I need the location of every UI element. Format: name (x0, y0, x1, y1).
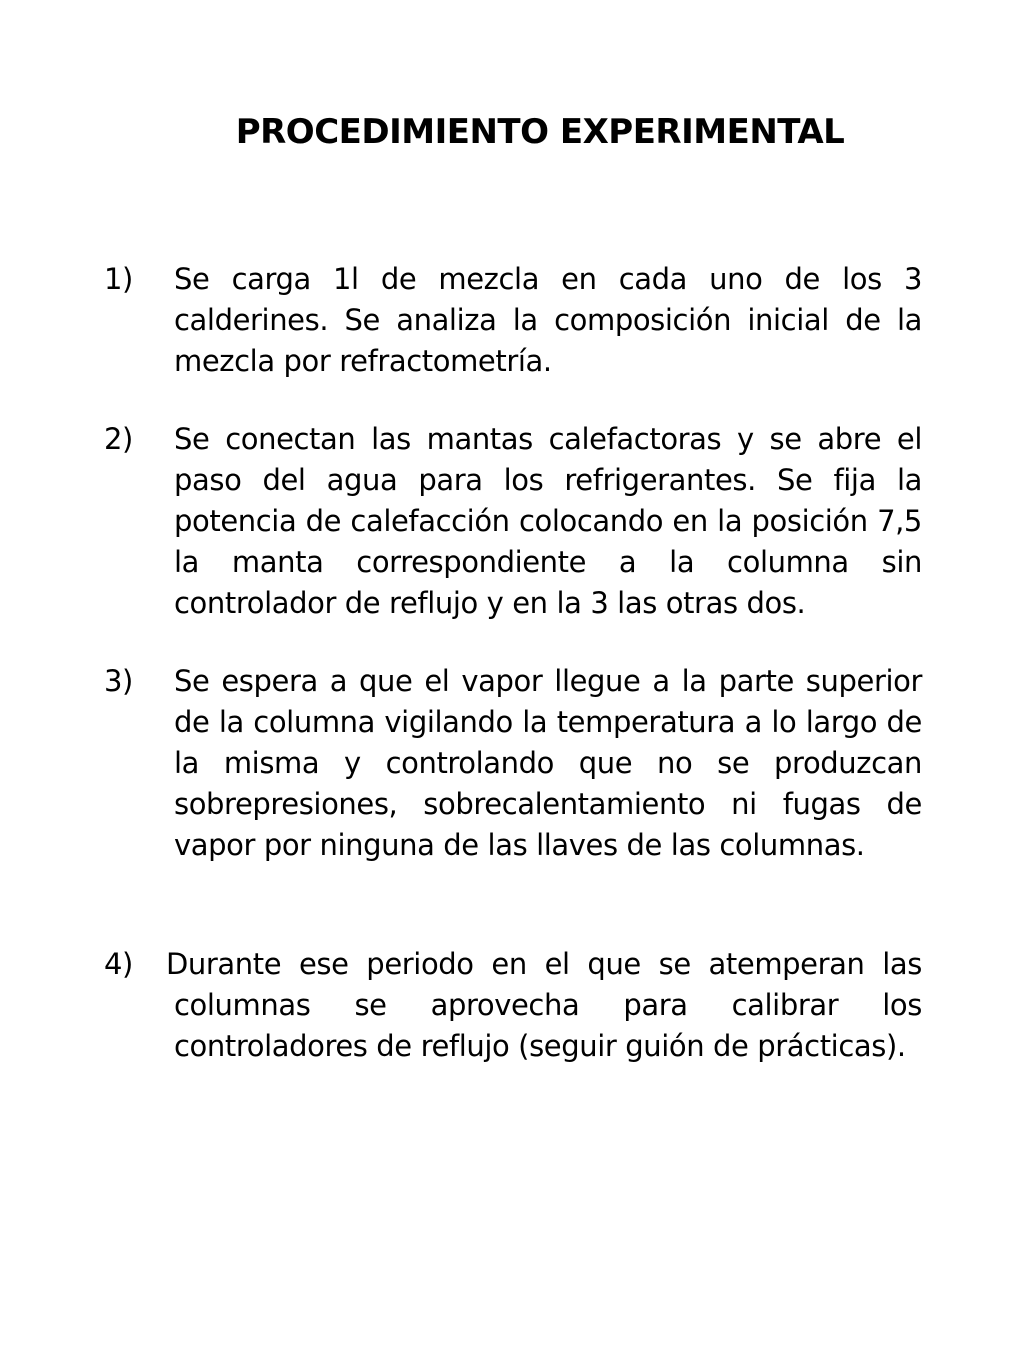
step-number: 2) (104, 422, 133, 456)
step-number: 3) (104, 664, 133, 698)
step-item (104, 259, 922, 382)
step-text: Durante ese periodo en el que se atemperan las columnas se aprovecha para calibrar los controladores de reflujo (seguir guión de prácticas). (166, 947, 922, 1063)
step-text: Se conectan las mantas calefactoras y se abre el paso del agua para los refrigerantes. Se fija la potencia de calefacción colocando en la posición 7,5 la manta correspondiente a la columna sin controlador de reflujo y en la 3 las otras dos. (174, 422, 922, 620)
step-item (104, 944, 922, 1067)
step-number: 1) (104, 262, 133, 296)
step-item (104, 661, 922, 866)
step-text: Se espera a que el vapor llegue a la parte superior de la columna vigilando la temperatura a lo largo de la misma y controlando que no se produzcan sobrepresiones, sobrecalentamiento ni fugas de vapor por ninguna de las llaves de las columnas. (174, 664, 922, 862)
step-number: 4) (104, 947, 133, 981)
page-title: PROCEDIMIENTO EXPERIMENTAL (235, 112, 845, 152)
step-item (104, 419, 922, 624)
step-text: Se carga 1l de mezcla en cada uno de los 3 calderines. Se analiza la composición inicial de la mezcla por refractometría. (174, 262, 922, 378)
